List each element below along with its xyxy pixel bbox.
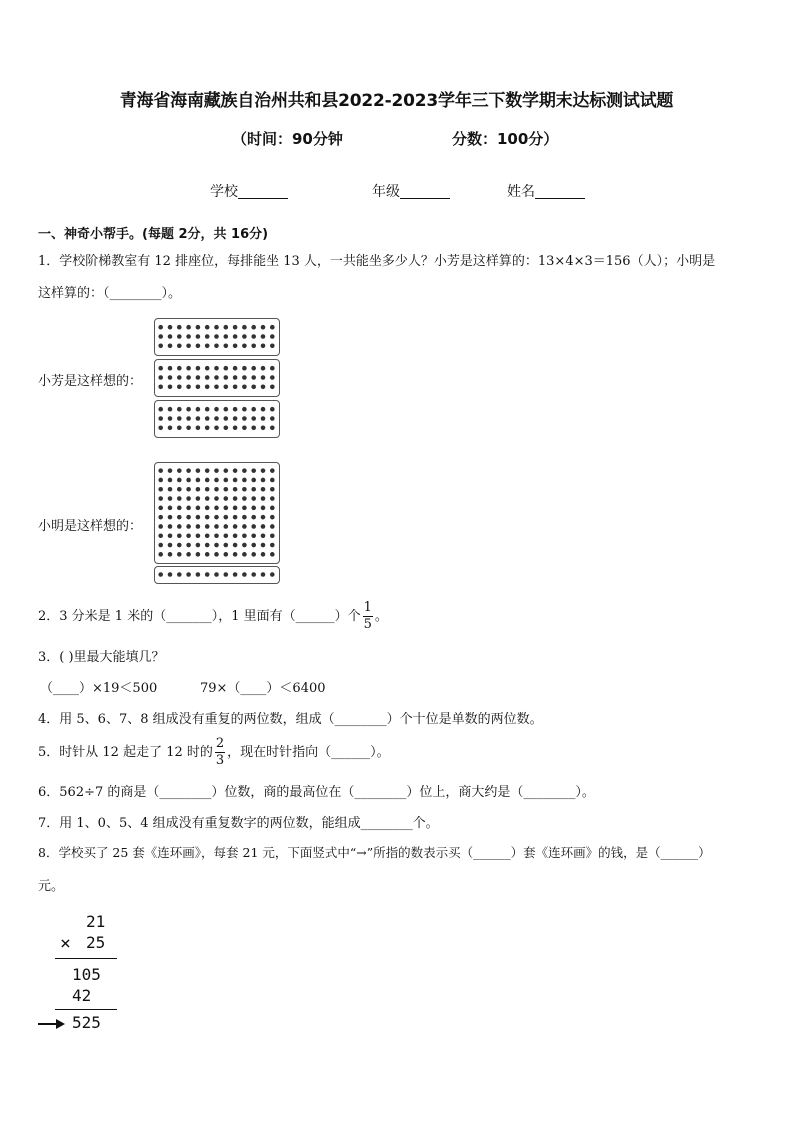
question-4: 4．用 5、6、7、8 组成没有重复的两位数，组成（________）个十位是单数的两位数。 <box>38 712 543 727</box>
question-7: 7．用 1、0、5、4 组成没有重复数字的两位数，能组成________个。 <box>38 816 439 831</box>
question-1-line-1: 1．学校阶梯教室有 12 排座位，每排能坐 13 人，一共能坐多少人？小芳是这样算的：13×4×3＝156（人）；小明是 <box>38 254 716 269</box>
dot-pattern <box>155 360 278 395</box>
partial-product-1: 105 <box>72 965 101 984</box>
dot-grid-ming-small <box>154 566 280 584</box>
question-5-text-b: ，现在时针指向（______）。 <box>227 745 390 760</box>
question-3: 3．( )里最大能填几？ <box>38 650 165 665</box>
arrow-right-icon <box>36 1016 66 1032</box>
question-2 <box>38 600 388 633</box>
question-6: 6．562÷7 的商是（________）位数，商的最高位在（________）位上，商大约是（________）。 <box>38 785 595 800</box>
grade-field[interactable] <box>372 181 450 201</box>
question-5 <box>38 736 390 769</box>
question-8-line-1: 8．学校买了 25 套《连环画》，每套 21 元，下面竖式中“→”所指的数表示买（______）套《连环画》的钱，是（______） <box>38 845 711 860</box>
multiplicand: 21 <box>86 912 106 931</box>
school-blank[interactable] <box>238 184 288 199</box>
name-label: 姓名 <box>507 184 535 200</box>
fraction-numerator: 2 <box>215 736 225 751</box>
question-5-text-a: 5．时针从 12 起走了 12 时的 <box>38 745 213 760</box>
fraction-one-fifth <box>363 600 373 633</box>
fraction-two-thirds <box>215 736 225 769</box>
name-blank[interactable] <box>535 184 585 199</box>
multiplier: 25 <box>86 933 106 952</box>
times-sign: × <box>60 933 71 954</box>
dot-pattern <box>155 463 278 562</box>
question-8-line-2: 元。 <box>38 879 65 894</box>
page-title: 青海省海南藏族自治州共和县2022-2023学年三下数学期末达标测试试题 <box>119 91 674 111</box>
grade-label: 年级 <box>372 184 400 200</box>
question-3b: 79×（____）＜6400 <box>200 681 326 696</box>
fraction-denominator: 5 <box>363 617 372 632</box>
product-rule-2 <box>55 1009 117 1010</box>
product-rule-1 <box>55 958 117 959</box>
final-product: 525 <box>72 1013 101 1032</box>
dot-pattern <box>155 319 278 354</box>
question-3a: （____）×19＜500 <box>40 681 158 696</box>
xiaoming-label: 小明是这样想的： <box>38 519 143 534</box>
dot-grid-ming-large <box>154 462 280 564</box>
question-2-end: 。 <box>374 609 388 624</box>
partial-product-2: 42 <box>72 986 92 1005</box>
school-field[interactable] <box>210 181 288 201</box>
fraction-denominator: 3 <box>215 753 225 768</box>
question-1-line-2: 这样算的：（________）。 <box>38 286 182 301</box>
exam-time: （时间：90分钟 <box>232 130 343 148</box>
exam-score: 分数：100分） <box>452 130 559 148</box>
dot-pattern <box>155 401 278 436</box>
section-heading: 一、神奇小帮手。(每题 2分，共 16分) <box>38 227 269 242</box>
xiaofang-label: 小芳是这样想的： <box>38 374 143 389</box>
grade-blank[interactable] <box>400 184 450 199</box>
dot-grid-fang-1 <box>154 318 280 356</box>
dot-pattern <box>155 567 278 582</box>
dot-grid-fang-3 <box>154 400 280 438</box>
name-field[interactable] <box>507 181 585 201</box>
school-label: 学校 <box>210 184 238 200</box>
question-2-text: 2．3 分米是 1 米的（_______），1 里面有（______）个 <box>38 609 361 624</box>
fraction-numerator: 1 <box>363 600 372 615</box>
dot-grid-fang-2 <box>154 359 280 397</box>
